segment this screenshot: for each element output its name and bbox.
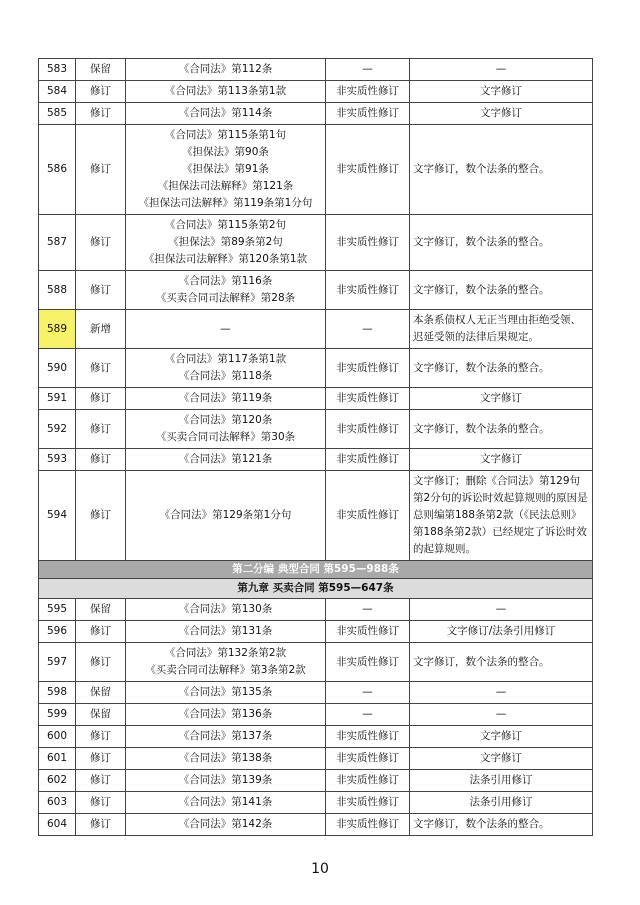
revision-note: — xyxy=(495,708,507,720)
article-number: 595 xyxy=(46,603,68,615)
article-number: 599 xyxy=(46,708,68,720)
article-number-cell xyxy=(39,682,76,704)
source-provision: 《合同法》第131条 xyxy=(178,625,273,637)
chapter-heading-row xyxy=(39,579,593,599)
revision-nature: 非实质性修订 xyxy=(336,361,399,374)
revision-note-cell xyxy=(410,792,593,814)
change-type-cell xyxy=(76,748,126,770)
revision-note: 本条系债权人无正当理由拒绝受领、迟延受领的法律后果规定。 xyxy=(413,314,581,343)
revision-nature-cell xyxy=(326,449,410,471)
change-type-cell xyxy=(76,621,126,643)
table-row xyxy=(39,125,593,215)
change-type: 新增 xyxy=(90,322,111,335)
source-provision-cell xyxy=(126,621,326,643)
source-provision-cell xyxy=(126,449,326,471)
change-type-cell xyxy=(76,814,126,836)
table-row xyxy=(39,621,593,643)
article-number: 586 xyxy=(46,163,68,175)
article-number: 601 xyxy=(46,752,68,764)
revision-note-cell xyxy=(410,271,593,310)
revision-nature-cell xyxy=(326,748,410,770)
revision-note-cell xyxy=(410,81,593,103)
article-number-cell xyxy=(39,271,76,310)
article-number: 591 xyxy=(46,392,68,404)
table-row xyxy=(39,271,593,310)
change-type-cell xyxy=(76,59,126,81)
change-type-cell xyxy=(76,770,126,792)
revision-nature: 非实质性修订 xyxy=(336,509,399,521)
revision-note: — xyxy=(495,603,507,615)
chapter-heading: 第九章 买卖合同 第595—647条 xyxy=(39,579,593,599)
source-provision: 《买卖合同司法解释》第30条 xyxy=(155,431,296,443)
revision-note: 文字修订，数个法条的整合。 xyxy=(413,236,550,248)
article-number: 603 xyxy=(46,796,68,808)
article-number-cell xyxy=(39,388,76,410)
table-body-lower xyxy=(39,599,593,836)
change-type: 修订 xyxy=(90,453,111,465)
revision-nature: — xyxy=(362,63,373,75)
source-provision: 《担保法》第89条第2句 xyxy=(168,236,283,248)
revision-note: 文字修订；删除《合同法》第129句第2分句的诉讼时效起算规则的原因是总则编第188条第2款（《民法总则》第188条第2款）已经规定了诉讼时效的起算规则。 xyxy=(413,475,588,555)
article-number: 602 xyxy=(46,774,68,786)
table-row xyxy=(39,643,593,682)
article-number-cell xyxy=(39,103,76,125)
article-number: 592 xyxy=(46,422,68,435)
revision-nature: 非实质性修订 xyxy=(336,392,399,404)
source-provision: 《合同法》第113条第1款 xyxy=(164,85,287,97)
revision-nature-cell xyxy=(326,59,410,81)
source-provision: 《合同法》第119条 xyxy=(178,392,273,404)
revision-nature-cell xyxy=(326,349,410,388)
revision-note: 文字修订，数个法条的整合。 xyxy=(413,361,550,374)
article-number-cell xyxy=(39,770,76,792)
table-row xyxy=(39,59,593,81)
revision-note-cell xyxy=(410,310,593,349)
article-number-cell xyxy=(39,748,76,770)
change-type-cell xyxy=(76,726,126,748)
source-provision: 《合同法》第112条 xyxy=(178,63,273,75)
source-provision-cell xyxy=(126,81,326,103)
source-provision-cell xyxy=(126,599,326,621)
change-type-cell xyxy=(76,643,126,682)
change-type: 修订 xyxy=(90,774,111,786)
change-type-cell xyxy=(76,271,126,310)
revision-note-cell xyxy=(410,643,593,682)
revision-nature: 非实质性修订 xyxy=(336,453,399,465)
revision-note-cell xyxy=(410,215,593,271)
change-type-cell xyxy=(76,81,126,103)
revision-note-cell xyxy=(410,814,593,836)
article-number-cell xyxy=(39,81,76,103)
page-number: 10 xyxy=(311,861,329,877)
article-number-cell xyxy=(39,349,76,388)
revision-nature-cell xyxy=(326,81,410,103)
source-provision-cell xyxy=(126,792,326,814)
revision-note: 文字修订 xyxy=(480,752,522,764)
change-type: 修订 xyxy=(90,625,111,637)
change-type-cell xyxy=(76,215,126,271)
change-type-cell xyxy=(76,471,126,561)
revision-note: 法条引用修订 xyxy=(469,796,533,808)
source-provision: 《合同法》第115条第1句 xyxy=(164,129,287,141)
change-type-cell xyxy=(76,125,126,215)
change-type: 保留 xyxy=(90,708,111,720)
revision-nature-cell xyxy=(326,770,410,792)
revision-note: 文字修订，数个法条的整合。 xyxy=(413,655,550,668)
revision-note-cell xyxy=(410,599,593,621)
table-row xyxy=(39,310,593,349)
article-number: 588 xyxy=(46,283,68,296)
source-provision: 《担保法司法解释》第119条第1分句 xyxy=(138,197,313,209)
revision-nature-cell xyxy=(326,643,410,682)
revision-note-cell xyxy=(410,103,593,125)
revision-nature: 非实质性修订 xyxy=(336,236,399,248)
revision-note-cell xyxy=(410,388,593,410)
source-provision: 《合同法》第116条 xyxy=(178,275,273,287)
revision-note: — xyxy=(495,686,507,698)
revision-nature-cell xyxy=(326,814,410,836)
article-number: 585 xyxy=(46,107,68,119)
table-row xyxy=(39,704,593,726)
change-type: 修订 xyxy=(90,796,111,808)
revision-note-cell xyxy=(410,471,593,561)
change-type-cell xyxy=(76,349,126,388)
revision-nature: 非实质性修订 xyxy=(336,85,399,97)
source-provision-cell xyxy=(126,410,326,449)
change-type: 修订 xyxy=(90,422,111,435)
source-provision: 《合同法》第132条第2款 xyxy=(164,647,287,659)
source-provision: 《合同法》第115条第2句 xyxy=(164,219,287,231)
revision-nature-cell xyxy=(326,310,410,349)
revision-note-cell xyxy=(410,410,593,449)
table-row xyxy=(39,449,593,471)
source-provision: 《合同法》第120条 xyxy=(178,414,273,426)
article-number-cell xyxy=(39,59,76,81)
revision-nature: 非实质性修订 xyxy=(336,422,399,435)
revision-note: 文字修订，数个法条的整合。 xyxy=(413,422,550,435)
source-provision: 《合同法》第142条 xyxy=(178,818,273,830)
table-row xyxy=(39,682,593,704)
change-type: 修订 xyxy=(90,392,111,404)
source-provision-cell xyxy=(126,103,326,125)
revision-nature: 非实质性修订 xyxy=(336,655,399,668)
table-row xyxy=(39,770,593,792)
article-number-cell xyxy=(39,814,76,836)
change-type: 修订 xyxy=(90,752,111,764)
revision-note: 文字修订，数个法条的整合。 xyxy=(413,283,550,296)
article-comparison-table xyxy=(38,58,593,836)
article-number-cell xyxy=(39,792,76,814)
article-number-cell xyxy=(39,471,76,561)
part-heading-row xyxy=(39,561,593,579)
article-number-cell xyxy=(39,599,76,621)
article-number-cell xyxy=(39,410,76,449)
revision-nature: 非实质性修订 xyxy=(336,730,399,742)
source-provision: 《担保法司法解释》第120条第1款 xyxy=(143,253,308,265)
article-number: 593 xyxy=(46,453,68,465)
change-type-cell xyxy=(76,792,126,814)
revision-nature: — xyxy=(362,603,373,615)
revision-nature: — xyxy=(362,322,373,335)
change-type: 修订 xyxy=(90,509,111,521)
table-row xyxy=(39,81,593,103)
change-type-cell xyxy=(76,310,126,349)
revision-note-cell xyxy=(410,125,593,215)
revision-nature-cell xyxy=(326,388,410,410)
change-type: 修订 xyxy=(90,85,111,97)
article-number-cell xyxy=(39,125,76,215)
source-provision: 《合同法》第137条 xyxy=(178,730,273,742)
revision-note-cell xyxy=(410,748,593,770)
source-provision-cell xyxy=(126,643,326,682)
source-provision: 《合同法》第141条 xyxy=(178,796,273,808)
article-number-cell xyxy=(39,215,76,271)
change-type: 修订 xyxy=(90,163,111,175)
change-type: 修订 xyxy=(90,107,111,119)
source-provision: 《担保法司法解释》第121条 xyxy=(157,180,294,192)
change-type: 修订 xyxy=(90,283,111,296)
revision-note-cell xyxy=(410,621,593,643)
source-provision: 《担保法》第90条 xyxy=(182,146,269,158)
revision-nature-cell xyxy=(326,471,410,561)
source-provision: 《合同法》第129条第1分句 xyxy=(159,509,292,521)
source-provision: 《合同法》第130条 xyxy=(178,603,273,615)
article-number-cell xyxy=(39,449,76,471)
article-number: 600 xyxy=(46,730,68,742)
table-body-upper xyxy=(39,59,593,561)
article-number: 584 xyxy=(46,85,68,97)
part-heading: 第二分编 典型合同 第595—988条 xyxy=(39,561,593,579)
change-type: 保留 xyxy=(90,686,111,698)
table-section-headings xyxy=(39,561,593,599)
revision-note: 文字修订 xyxy=(480,730,522,742)
table-row xyxy=(39,599,593,621)
revision-nature-cell xyxy=(326,215,410,271)
revision-nature-cell xyxy=(326,704,410,726)
change-type-cell xyxy=(76,449,126,471)
revision-note-cell xyxy=(410,770,593,792)
source-provision-cell xyxy=(126,59,326,81)
change-type-cell xyxy=(76,704,126,726)
source-provision-cell xyxy=(126,349,326,388)
revision-note: 文字修订 xyxy=(480,392,522,404)
change-type-cell xyxy=(76,103,126,125)
change-type: 修订 xyxy=(90,730,111,742)
source-provision: 《合同法》第114条 xyxy=(178,107,273,119)
source-provision-cell xyxy=(126,748,326,770)
revision-nature-cell xyxy=(326,621,410,643)
article-number: 583 xyxy=(46,63,68,75)
revision-note: 文字修订 xyxy=(480,85,522,97)
source-provision: 《买卖合同司法解释》第28条 xyxy=(155,292,296,304)
revision-note: 文字修订/法条引用修订 xyxy=(446,625,556,637)
article-number-cell xyxy=(39,643,76,682)
revision-nature: 非实质性修订 xyxy=(336,818,399,830)
table-row xyxy=(39,349,593,388)
revision-nature-cell xyxy=(326,125,410,215)
article-number: 587 xyxy=(46,236,68,248)
revision-nature: 非实质性修订 xyxy=(336,625,399,637)
source-provision: 《担保法》第91条 xyxy=(182,163,269,175)
source-provision: 《合同法》第139条 xyxy=(178,774,273,786)
change-type: 修订 xyxy=(90,655,111,668)
revision-nature-cell xyxy=(326,792,410,814)
revision-note: 法条引用修订 xyxy=(469,774,533,786)
article-number-cell xyxy=(39,726,76,748)
source-provision: 《合同法》第118条 xyxy=(178,370,273,382)
revision-note-cell xyxy=(410,682,593,704)
table-row xyxy=(39,814,593,836)
revision-note: 文字修订 xyxy=(480,107,522,119)
revision-note-cell xyxy=(410,59,593,81)
revision-nature-cell xyxy=(326,410,410,449)
source-provision-cell xyxy=(126,310,326,349)
revision-nature-cell xyxy=(326,271,410,310)
change-type: 修订 xyxy=(90,236,111,248)
revision-nature-cell xyxy=(326,726,410,748)
revision-nature: 非实质性修订 xyxy=(336,774,399,786)
revision-note: 文字修订，数个法条的整合。 xyxy=(413,163,550,175)
revision-note-cell xyxy=(410,726,593,748)
change-type-cell xyxy=(76,410,126,449)
revision-nature-cell xyxy=(326,599,410,621)
revision-nature-cell xyxy=(326,682,410,704)
revision-note-cell xyxy=(410,449,593,471)
revision-note-cell xyxy=(410,704,593,726)
article-number: 597 xyxy=(46,655,68,668)
source-provision: 《合同法》第117条第1款 xyxy=(164,353,287,365)
change-type: 修订 xyxy=(90,818,111,830)
table-row xyxy=(39,726,593,748)
table-row xyxy=(39,792,593,814)
source-provision-cell xyxy=(126,388,326,410)
revision-note-cell xyxy=(410,349,593,388)
article-number: 594 xyxy=(46,509,68,521)
revision-note: 文字修订 xyxy=(480,453,522,465)
source-provision: 《合同法》第121条 xyxy=(178,453,273,465)
source-provision-cell xyxy=(126,471,326,561)
table-row xyxy=(39,471,593,561)
source-provision: 《买卖合同司法解释》第3条第2款 xyxy=(145,664,306,676)
source-provision-cell xyxy=(126,271,326,310)
source-provision: — xyxy=(220,322,231,335)
source-provision: 《合同法》第138条 xyxy=(178,752,273,764)
article-number: 604 xyxy=(46,818,68,830)
change-type: 保留 xyxy=(90,603,111,615)
revision-note: 文字修订，数个法条的整合。 xyxy=(413,818,550,830)
article-number: 598 xyxy=(46,686,68,698)
source-provision: 《合同法》第135条 xyxy=(178,686,273,698)
article-number: 590 xyxy=(46,361,68,374)
table-row xyxy=(39,215,593,271)
change-type-cell xyxy=(76,682,126,704)
revision-nature: — xyxy=(362,708,373,720)
source-provision-cell xyxy=(126,215,326,271)
article-number: 589 xyxy=(46,322,68,335)
revision-nature: 非实质性修订 xyxy=(336,752,399,764)
source-provision-cell xyxy=(126,770,326,792)
revision-nature: 非实质性修订 xyxy=(336,283,399,296)
change-type: 修订 xyxy=(90,361,111,374)
article-number-cell xyxy=(39,704,76,726)
source-provision-cell xyxy=(126,682,326,704)
revision-nature: 非实质性修订 xyxy=(336,107,399,119)
change-type-cell xyxy=(76,388,126,410)
source-provision-cell xyxy=(126,814,326,836)
source-provision: 《合同法》第136条 xyxy=(178,708,273,720)
article-number: 596 xyxy=(46,625,68,637)
article-number-cell xyxy=(39,310,76,349)
source-provision-cell xyxy=(126,125,326,215)
table-row xyxy=(39,748,593,770)
source-provision-cell xyxy=(126,704,326,726)
revision-note: — xyxy=(495,63,507,75)
change-type: 保留 xyxy=(90,63,111,75)
revision-nature-cell xyxy=(326,103,410,125)
revision-nature: — xyxy=(362,686,373,698)
source-provision-cell xyxy=(126,726,326,748)
revision-nature: 非实质性修订 xyxy=(336,796,399,808)
change-type-cell xyxy=(76,599,126,621)
table-row xyxy=(39,388,593,410)
table-row xyxy=(39,103,593,125)
article-number-cell xyxy=(39,621,76,643)
table-row xyxy=(39,410,593,449)
revision-nature: 非实质性修订 xyxy=(336,163,399,175)
